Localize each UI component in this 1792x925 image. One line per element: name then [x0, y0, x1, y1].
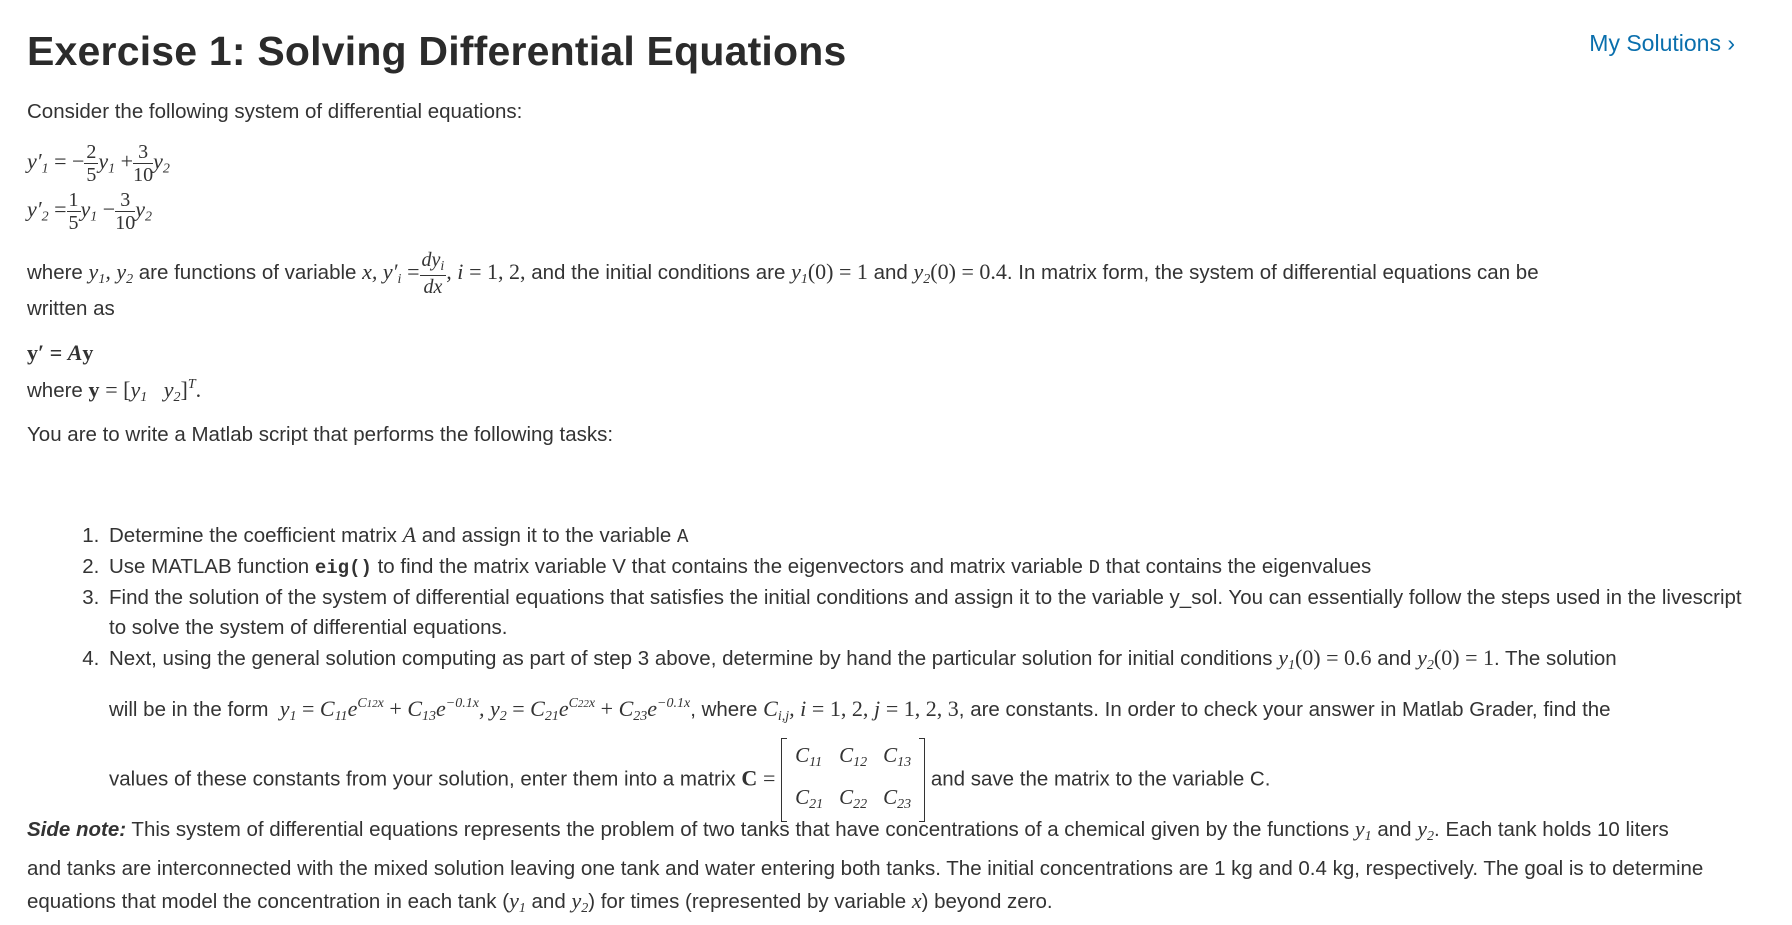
task-1: 1. Determine the coefficient matrix A and assign it to the variable A [105, 520, 1755, 552]
intro-text: Consider the following system of differential equations: [27, 100, 523, 123]
y-vector-definition: where $y = [y_1$ $y_2]^T$. [27, 377, 202, 405]
task-list [75, 520, 1755, 822]
side-note: Side note: This system of differential equations represents the problem of two tanks that have concentrations of a chemical given by the functions $y_1$ and $y_2$. Each tank holds 10 liters and tanks are interconnected with the mixed solution leaving one tank and water entering both tanks. The initial concentrations are 1 kg and 0.4 kg, respectively. The goal is to determine equations that model the concentration in each tank ($y_1$ and $y_2$) for times (represented by variable x) beyond zero. [27, 816, 1704, 916]
page-title: Exercise 1: Solving Differential Equations [27, 28, 847, 74]
equation-2: $y'_2$ = $\frac{1}{5}$ $y_1$ − $\frac{3}{10}$ $y_2$ [27, 189, 152, 234]
equation-1: $y'_1$ = − $\frac{2}{5}$ $y_1$ + $\frac{3}{10}$ $y_2$ [27, 141, 170, 186]
matrix-equation: y′ = Ay [27, 340, 94, 365]
task-4: 4. Next, using the general solution computing as part of step 3 above, determine by hand the particular solution for initial conditions $y_1(0) = 0.6$ and $y_2(0) = 1$. The solution will be in the form $y_1 = C_{11}e^{C12x} + C_{13}e^{-0.1x}$, $y_2 = C_{21}e^{C22x} + C_{23}e^{-0.1x}$, where $C_{i,j}$, i = 1, 2, j = 1, 2, 3, are constants. In order to check your answer in Matlab Grader, find the values of these constants from your solution, enter them into a matrix C = $C_{11}$ $C_{12}$ $C_{13}$ $C_{21}$ $C_{22}$ $C_{23}$ and save the matrix to the variable C. [105, 643, 1755, 822]
written-as-text: written as [27, 297, 115, 320]
tasks-intro: You are to write a Matlab script that performs the following tasks: [27, 423, 614, 446]
task-3: 3. Find the solution of the system of differential equations that satisfies the initial conditions and assign it to the variable y_sol. You can essentially follow the steps used in the livescript to solve the system of differential equations. [105, 583, 1755, 643]
my-solutions-link[interactable]: My Solutions › [1589, 30, 1735, 56]
task-2: 2. Use MATLAB function eig() to find the matrix variable V that contains the eigenvectors and matrix variable D that contains the eigenvalues [105, 552, 1755, 583]
side-note-label: Side note: [27, 818, 127, 841]
where-definitions: where $y_1$, $y_2$ are functions of variable x, $y'_i$ = $\frac{dy_i}{dx}$ , i = 1, 2, and the initial conditions are $y_1(0) = 1$ and $y_2(0) = 0.4$. In matrix form, the system of differential equations can be [27, 249, 1539, 298]
c-matrix: $C_{11}$ $C_{12}$ $C_{13}$ $C_{21}$ $C_{22}$ $C_{23}$ [781, 738, 925, 822]
